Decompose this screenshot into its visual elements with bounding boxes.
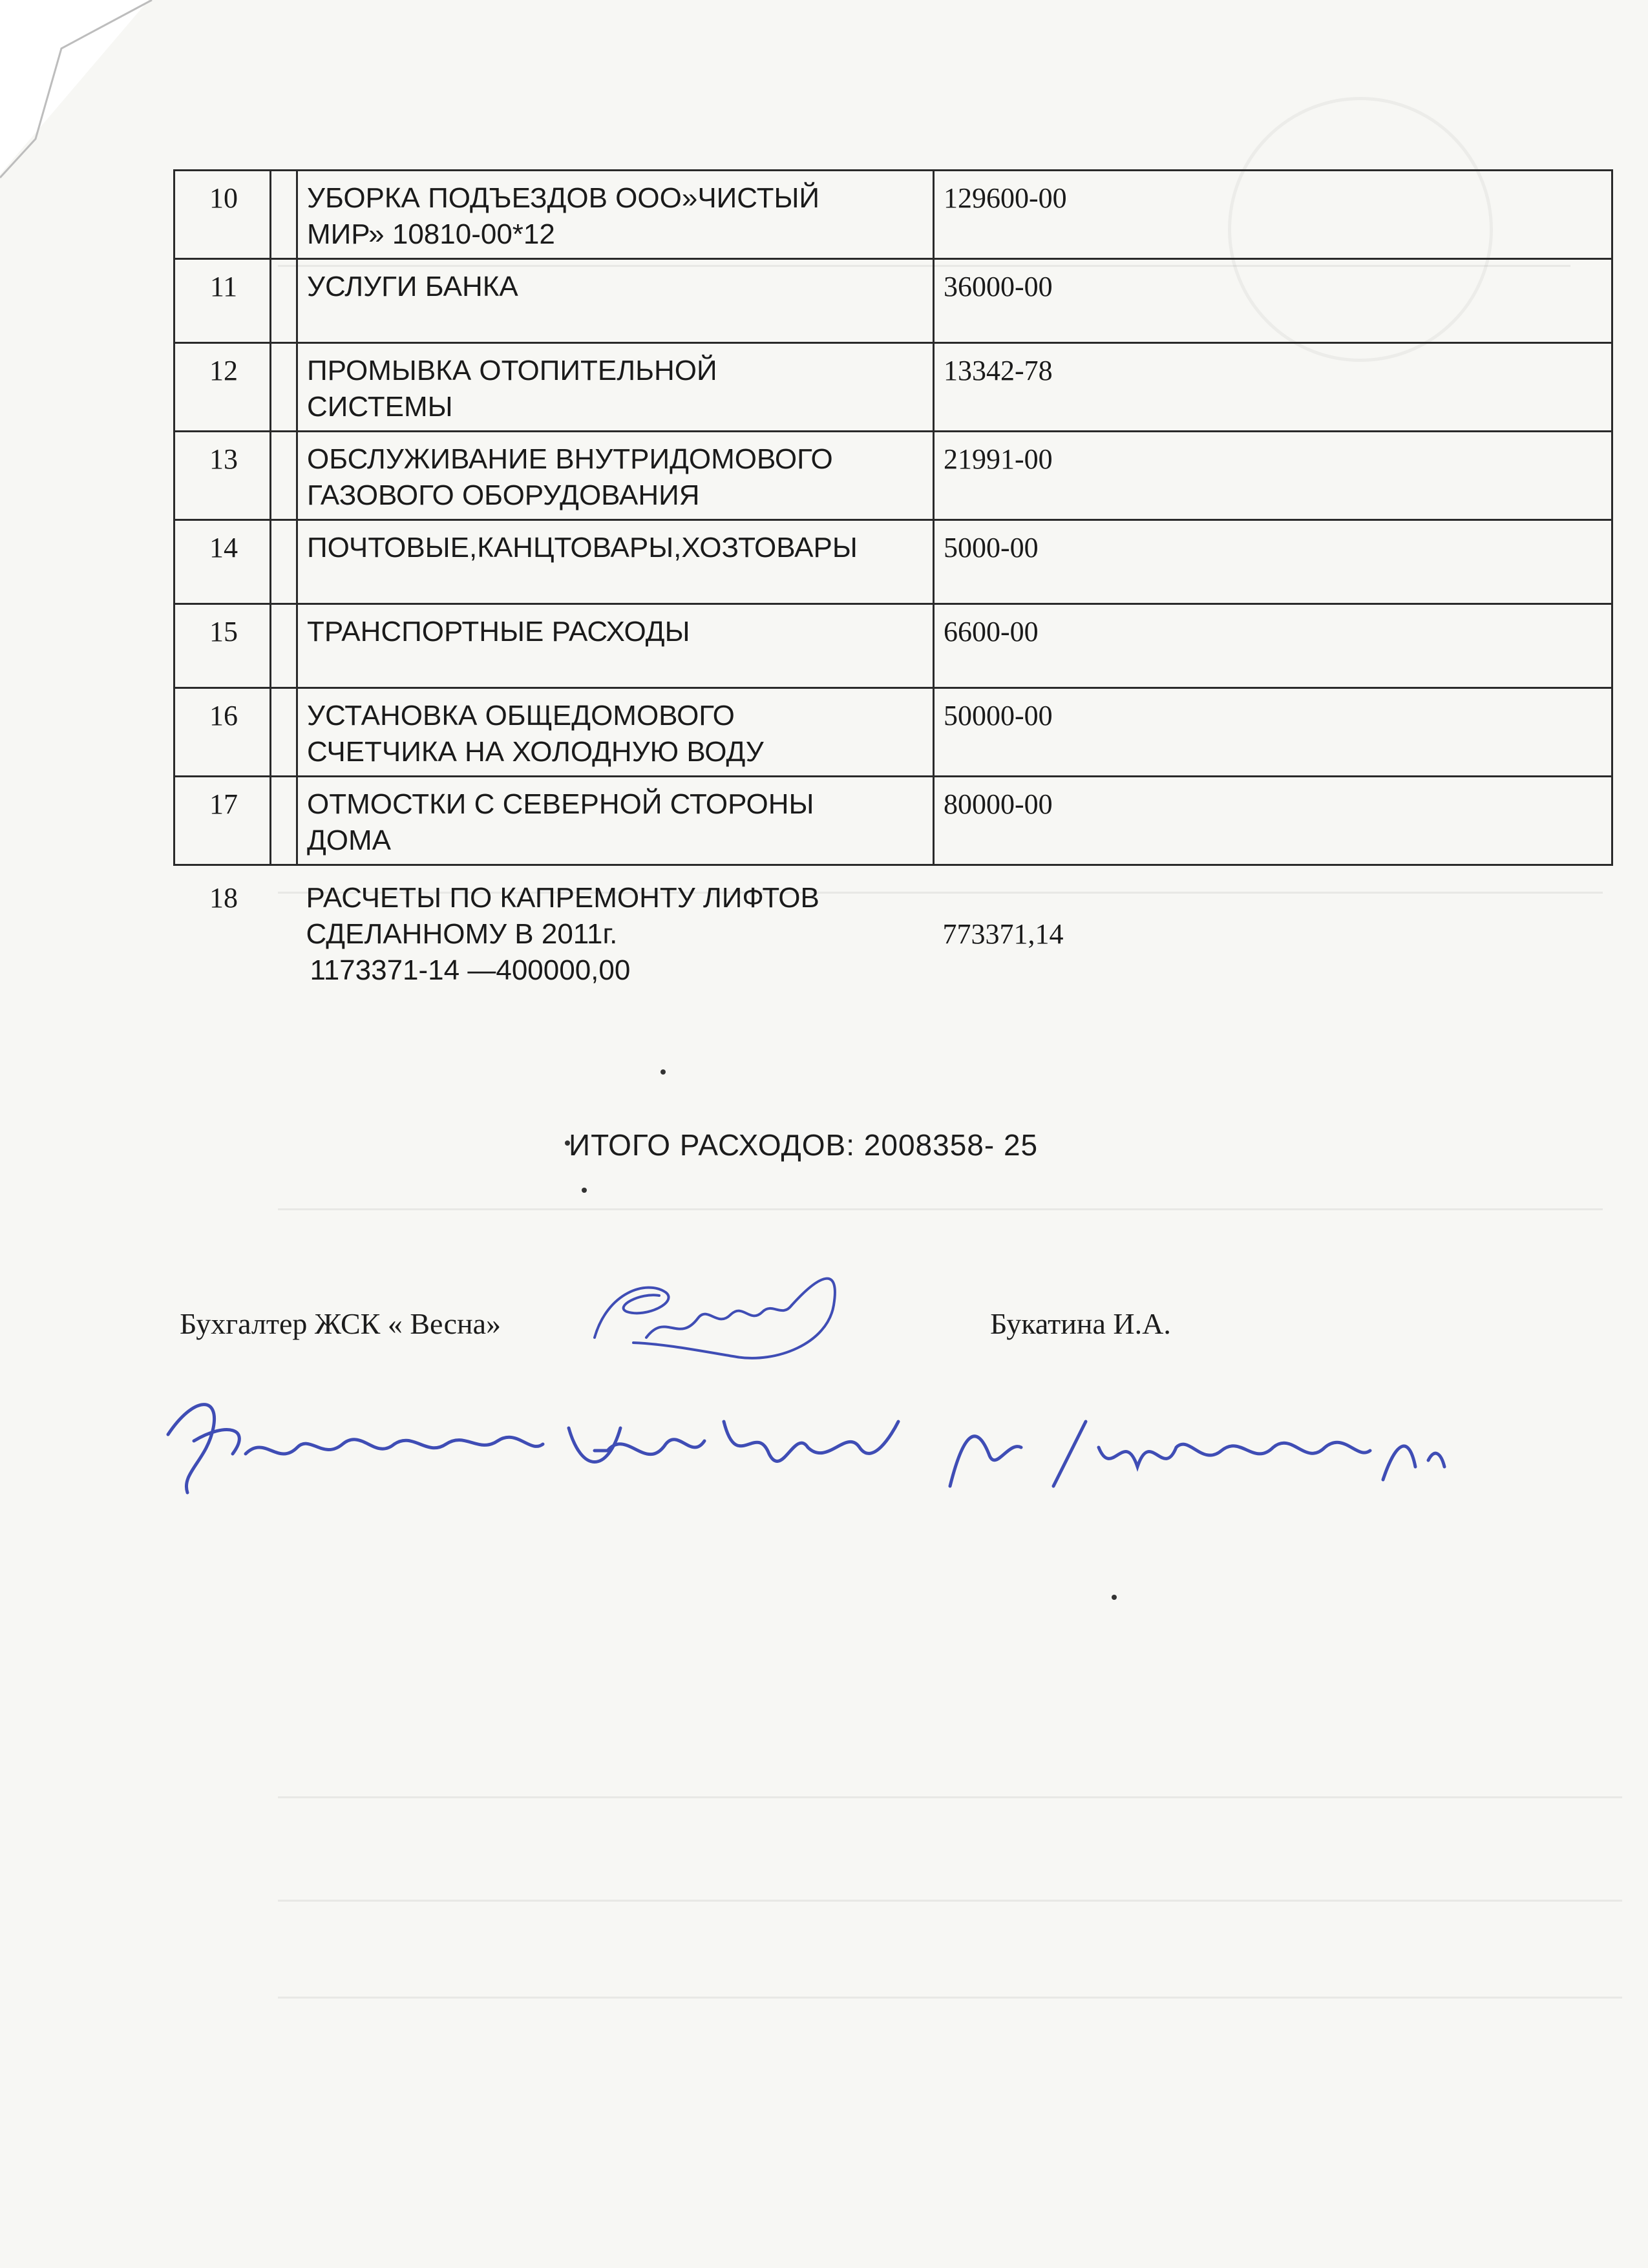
row-description-line: СИСТЕМЫ	[307, 391, 453, 423]
accountant-signature	[569, 1266, 905, 1376]
accountant-name: Букатина И.А.	[990, 1307, 1171, 1340]
total-expenses: ИТОГО РАСХОДОВ: 2008358- 25	[569, 1128, 1039, 1162]
row-description	[297, 343, 934, 432]
row-description	[297, 520, 934, 604]
row-gap-cell	[271, 777, 297, 865]
chairman-signature	[155, 1383, 1448, 1544]
row-gap-cell	[271, 688, 297, 777]
row-number: 18	[209, 882, 238, 914]
table-row	[174, 259, 1612, 343]
row-description	[297, 171, 934, 259]
expense-table	[173, 169, 1613, 994]
row-amount: 50000-00	[934, 688, 1612, 777]
table-row	[174, 865, 1612, 994]
row-description	[297, 604, 934, 688]
row-number: 14	[174, 520, 271, 604]
row-amount: 5000-00	[934, 520, 1612, 604]
row-description	[297, 432, 934, 520]
ink-dot	[582, 1188, 587, 1193]
row-amount: 80000-00	[934, 777, 1612, 865]
row-gap-cell	[271, 604, 297, 688]
table-row	[174, 777, 1612, 865]
ink-dot	[1112, 1595, 1117, 1600]
bleed-through-rule	[278, 1997, 1622, 1999]
row-description-line: МИР» 10810-00*12	[307, 218, 555, 250]
row-description-line: ПОЧТОВЫЕ,КАНЦТОВАРЫ,ХОЗТОВАРЫ	[307, 532, 858, 563]
row-amount: 6600-00	[934, 604, 1612, 688]
ink-dot	[660, 1069, 666, 1075]
bleed-through-rule	[278, 1796, 1622, 1798]
table-row	[174, 604, 1612, 688]
row-description-line: ТРАНСПОРТНЫЕ РАСХОДЫ	[307, 616, 690, 647]
row-gap-cell	[271, 865, 297, 994]
row-gap-cell	[271, 343, 297, 432]
row-description-line: ПРОМЫВКА ОТОПИТЕЛЬНОЙ	[307, 355, 717, 386]
row-number: 13	[174, 432, 271, 520]
row-description-line: РАСЧЕТЫ ПО КАПРЕМОНТУ ЛИФТОВ	[306, 882, 819, 914]
row-number: 11	[174, 259, 271, 343]
row-description-line: ОБСЛУЖИВАНИЕ ВНУТРИДОМОВОГО	[307, 443, 833, 475]
row-amount: 21991-00	[934, 432, 1612, 520]
row-description-line: УСЛУГИ БАНКА	[307, 271, 518, 302]
row-amount: 129600-00	[934, 171, 1612, 259]
bleed-through-rule	[278, 1900, 1622, 1902]
row-amount: 773371,14	[942, 918, 1064, 950]
accountant-label: Бухгалтер ЖСК « Весна»	[180, 1307, 502, 1340]
row-description	[297, 259, 934, 343]
row-number: 10	[174, 171, 271, 259]
row-number: 17	[174, 777, 271, 865]
row-gap-cell	[271, 171, 297, 259]
row-number: 12	[174, 343, 271, 432]
row-description-line: ДОМА	[307, 824, 392, 856]
row-description	[297, 865, 934, 994]
table-row	[174, 432, 1612, 520]
row-description	[297, 777, 934, 865]
row-number: 15	[174, 604, 271, 688]
row-description-line: УСТАНОВКА ОБЩЕДОМОВОГО	[307, 700, 735, 731]
row-description-line: ОТМОСТКИ С СЕВЕРНОЙ СТОРОНЫ	[307, 788, 814, 820]
row-description	[297, 688, 934, 777]
row-description-line: ГАЗОВОГО ОБОРУДОВАНИЯ	[307, 479, 700, 511]
row-description-line: СЧЕТЧИКА НА ХОЛОДНУЮ ВОДУ	[307, 736, 764, 768]
row-description-line: УБОРКА ПОДЪЕЗДОВ ООО»ЧИСТЫЙ	[307, 182, 820, 214]
row-gap-cell	[271, 432, 297, 520]
table-row	[174, 343, 1612, 432]
row-amount: 13342-78	[934, 343, 1612, 432]
table-row	[174, 171, 1612, 259]
row-gap-cell	[271, 520, 297, 604]
row-number: 16	[174, 688, 271, 777]
row-description-line: 1173371-14 —400000,00	[310, 954, 631, 986]
table-row	[174, 520, 1612, 604]
row-amount: 36000-00	[934, 259, 1612, 343]
table-row	[174, 688, 1612, 777]
bleed-through-rule	[278, 1208, 1603, 1210]
row-description-line: СДЕЛАННОМУ В 2011г.	[306, 918, 618, 950]
row-gap-cell	[271, 259, 297, 343]
